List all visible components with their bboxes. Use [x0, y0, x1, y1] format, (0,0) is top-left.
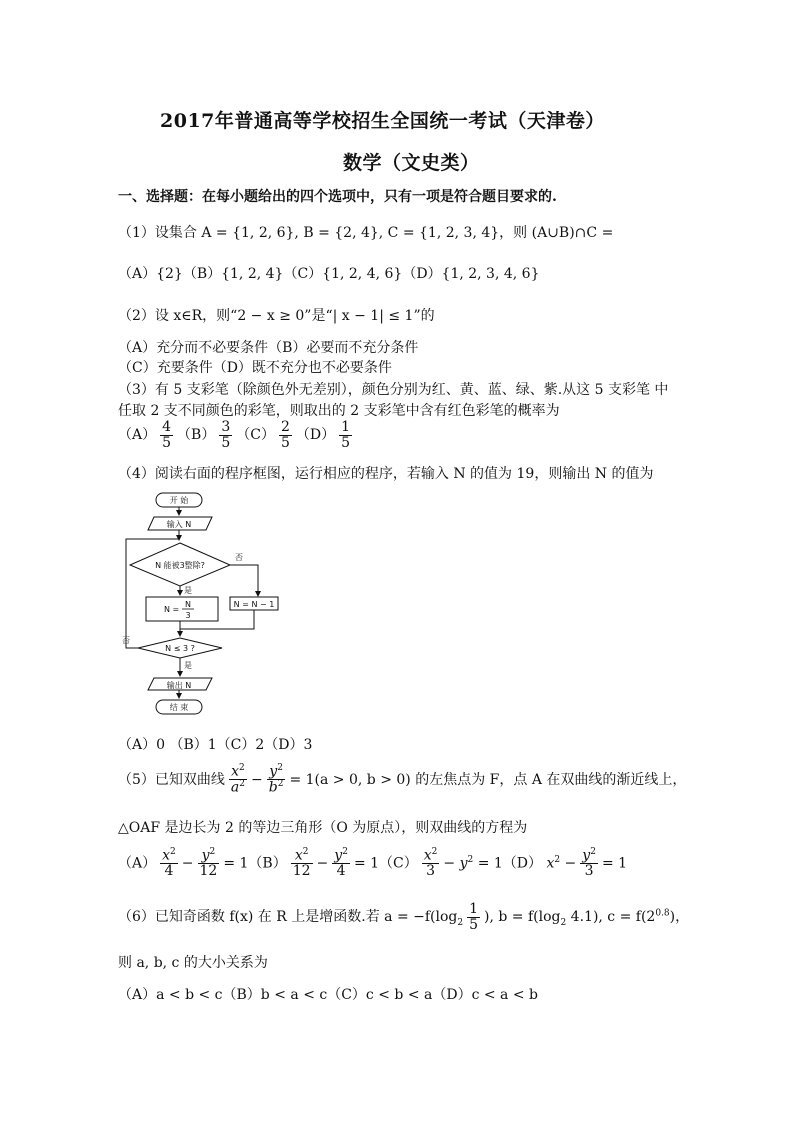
- denominator: 12: [199, 863, 218, 880]
- numerator: 1: [469, 901, 479, 917]
- q2-stem: （2）设 x∈R，则“2 − x ≥ 0”是“| x − 1| ≤ 1”的: [118, 308, 435, 324]
- flow-input-label: 输入 N: [166, 520, 192, 529]
- numerator: 2: [280, 419, 290, 435]
- q3-option-label: （C）: [236, 427, 275, 444]
- q5-stem-line2: △OAF 是边长为 2 的等边三角形（O 为原点），则双曲线的方程为: [118, 820, 528, 836]
- denominator: 4: [336, 863, 346, 880]
- q6-stem-line1: （6）已知奇函数 f(x) 在 R 上是增函数.若 $a = -f(\log_2$ $\frac{1}{5}$ ), $b = f(\log_2$ 4.1), $c = f(2^{0.8})$，: [118, 901, 690, 933]
- q3-stem-line1: （3）有 5 支彩笔（除颜色外无差别），颜色分别为红、黄、蓝、绿、紫.从这 5 支彩笔 中: [118, 382, 669, 398]
- flow-no2-label: 否: [122, 636, 130, 645]
- page-title: 2017年普通高等学校招生全国统一考试（天津卷）: [160, 110, 605, 132]
- fraction: [422, 848, 440, 879]
- q6-tail2: )，: [669, 909, 690, 926]
- q5-option-c-label: = 1（C）: [353, 855, 418, 872]
- fraction: [339, 420, 352, 450]
- flow-assign1-den: 3: [185, 611, 191, 620]
- denominator: 4: [164, 863, 174, 880]
- numerator: 4: [162, 419, 172, 435]
- q5-option-end: = 1: [601, 855, 628, 872]
- flowchart: [118, 488, 298, 720]
- flow-assign1-num: N: [185, 600, 191, 609]
- q5-option-b-label: = 1（B）: [223, 855, 287, 872]
- flow-cond1-label: N 能被3整除?: [155, 561, 205, 570]
- q5-lead: （5）已知双曲线: [118, 771, 225, 788]
- flow-assign1-lhs: N =: [164, 605, 180, 614]
- fraction: [332, 848, 350, 879]
- flow-output-label: 输出 N: [166, 681, 192, 690]
- q6-tail1: 4.1), c = f(2: [566, 909, 656, 926]
- q3-option-label: （A）: [118, 427, 157, 444]
- q5-eq-tail: = 1(a > 0, b > 0) 的左焦点为 F，点 A 在双曲线的渐近线上，: [289, 771, 687, 788]
- denominator: 5: [341, 434, 351, 451]
- q6-stem-line2: 则 a, b, c 的大小关系为: [118, 955, 268, 971]
- fraction: [160, 848, 178, 879]
- fraction: [467, 902, 480, 932]
- fraction: [279, 420, 292, 450]
- q6-exponent: 0.8: [655, 908, 670, 919]
- flow-yes2-label: 是: [184, 661, 192, 670]
- numerator: 3: [221, 419, 231, 435]
- q4-options: （A）0 （B）1（C）2（D）3: [118, 737, 313, 753]
- q4-stem: （4）阅读右面的程序框图，运行相应的程序，若输入 N 的值为 19，则输出 N 的值为: [118, 466, 654, 482]
- q6-mid: ), b = f(log: [484, 909, 561, 926]
- denominator: 5: [162, 434, 172, 451]
- denominator: $b^2$: [268, 779, 284, 796]
- q6-options: （A）a < b < c（B）b < a < c（C）c < b < a（D）c < a < b: [118, 987, 538, 1003]
- denominator: 5: [469, 916, 479, 933]
- q5-option-d-label: = 1（D）: [477, 855, 542, 872]
- flow-yes1-label: 是: [184, 586, 192, 595]
- fraction: [160, 420, 173, 450]
- numerator: $x^2$: [229, 764, 247, 780]
- q3-options: [118, 420, 356, 450]
- page-subtitle: 数学（文史类）: [343, 152, 480, 174]
- flow-no1-label: 否: [235, 553, 243, 562]
- denominator: 3: [426, 863, 436, 880]
- fraction: [291, 848, 313, 879]
- fraction: [267, 764, 286, 796]
- flow-start-label: 开 始: [169, 496, 189, 505]
- q5-options: （A） $\frac{x^2}{4}$ − $\frac{y^2}{12}$ = 1（B） $\frac{x^2}{12}$ − $\frac{y^2}{4}$ = 1（C） $\frac{x^2}{3}$ − $y^2 = 1(D) x^2$ − $\frac{y^2}{3}$ = 1: [118, 847, 628, 880]
- denominator: 5: [221, 434, 231, 451]
- numerator: 1: [341, 419, 351, 435]
- q5-option-a-label: （A）: [118, 855, 157, 872]
- flow-assign2-label: N = N − 1: [233, 600, 275, 609]
- denominator: $a^2$: [230, 779, 246, 796]
- fraction: [219, 420, 232, 450]
- fraction: [198, 848, 220, 879]
- q3-option-label: （D）: [295, 427, 336, 444]
- denominator: 3: [584, 863, 594, 880]
- q1-options: （A）{2}（B）{1, 2, 4}（C）{1, 2, 4, 6}（D）{1, 2, 3, 4, 6}: [118, 266, 540, 282]
- numerator: $y^2$: [334, 847, 348, 864]
- denominator: 12: [292, 863, 311, 880]
- q3-stem-line2: 任取 2 支不同颜色的彩笔，则取出的 2 支彩笔中含有红色彩笔的概率为: [118, 403, 560, 419]
- fraction: [580, 848, 598, 879]
- q3-option-label: （B）: [177, 427, 216, 444]
- numerator: $y^2$: [582, 847, 596, 864]
- q2-options-line1: （A）充分而不必要条件（B）必要而不充分条件: [118, 340, 419, 356]
- numerator: $x^2$: [423, 847, 438, 864]
- q1-stem: （1）设集合 A = {1, 2, 6}, B = {2, 4}, C = {1, 2, 3, 4}，则 (A∪B)∩C =: [118, 225, 614, 241]
- flow-cond2-label: N ≤ 3 ?: [165, 644, 195, 653]
- numerator: $y^2$: [267, 764, 286, 780]
- q2-options-line2: （C）充要条件（D）既不充分也不必要条件: [118, 360, 392, 376]
- q5-stem-line1: （5）已知双曲线 $\frac{x^2}{a^2}$ − $\frac{y^2}{b^2}$ = 1(a > 0, b > 0) 的左焦点为 F，点 A 在双曲线的渐近线上，: [118, 763, 687, 796]
- numerator: $x^2$: [291, 848, 313, 864]
- q6-lead: （6）已知奇函数 f(x) 在 R 上是增函数.若 a = −f(log: [118, 909, 458, 926]
- numerator: $x^2$: [162, 847, 176, 864]
- flow-end-label: 结 束: [169, 703, 189, 712]
- section-heading: 一、选择题：在每小题给出的四个选项中，只有一项是符合题目要求的.: [118, 189, 557, 205]
- numerator: $y^2$: [198, 848, 220, 864]
- denominator: 5: [280, 434, 290, 451]
- fraction: [229, 764, 247, 796]
